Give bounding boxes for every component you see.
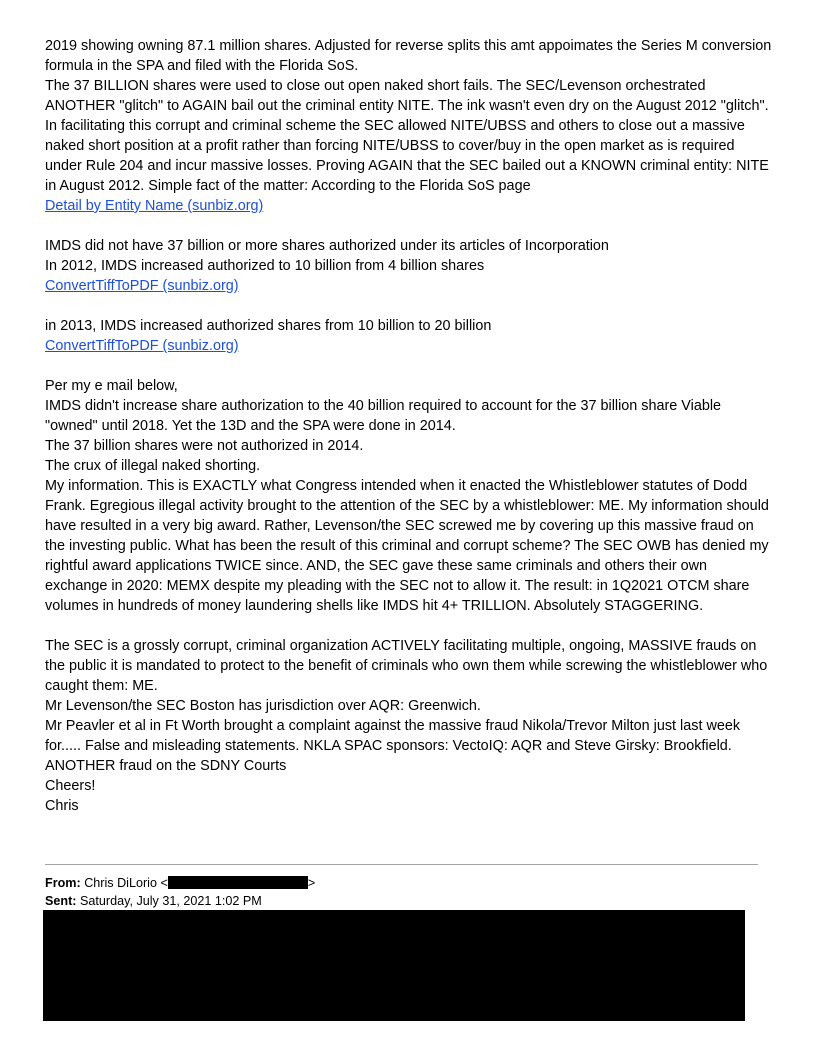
from-label: From: (45, 876, 81, 890)
paragraph-not-authorized-2014: The 37 billion shares were not authorized in 2014. (45, 438, 364, 454)
redacted-block (43, 910, 745, 1021)
signature-name: Chris (45, 798, 79, 814)
from-close-bracket: > (307, 876, 316, 890)
paragraph-2012-increase: In 2012, IMDS increased authorized to 10 billion from 4 billion shares (45, 258, 485, 274)
paragraph-shares-2019: 2019 showing owning 87.1 million shares. Adjusted for reverse splits this amt appoimates the Series M conversion formula in the SPA and filed with the Florida SoS. (45, 38, 772, 74)
paragraph-boston-jurisdiction: Mr Levenson/the SEC Boston has jurisdiction over AQR: Greenwich. (45, 698, 481, 714)
paragraph-per-email: Per my e mail below, (45, 378, 178, 394)
link-convert-tiff-2[interactable]: ConvertTiffToPDF (sunbiz.org) (45, 338, 239, 354)
paragraph-peavler: Mr Peavler et al in Ft Worth brought a complaint against the massive fraud Nikola/Trevor Milton just last week for..... False and misleading statements. NKLA SPAC sponsors: VectoIQ: AQR and Steve Girsky: Brookfield. (45, 718, 741, 754)
sent-line (45, 893, 262, 909)
redacted-email-address (168, 876, 308, 889)
paragraph-sdny: ANOTHER fraud on the SDNY Courts (45, 758, 287, 774)
sent-value: Saturday, July 31, 2021 1:02 PM (79, 894, 262, 908)
paragraph-crux: The crux of illegal naked shorting. (45, 458, 261, 474)
email-body (45, 36, 773, 816)
sign-off-cheers: Cheers! (45, 778, 96, 794)
paragraph-37-billion: The 37 BILLION shares were used to close out open naked short fails. The SEC/Levenson orchestrated ANOTHER "glitch" to AGAIN bail out the criminal entity NITE. The ink wasn't even dry on the August 2012 "glitch". In facilitating this corrupt and criminal scheme the SEC allowed NITE/UBSS and others to close out a massive naked short position at a profit rather than forcing NITE/UBSS to cover/buy in the open market as is required under Rule 204 and incur massive losses. Proving AGAIN that the SEC bailed out a KNOWN criminal entity: NITE in August 2012. Simple fact of the matter: According to the Florida SoS page (45, 78, 769, 194)
message-divider (45, 864, 758, 865)
paragraph-2013-increase: in 2013, IMDS increased authorized shares from 10 billion to 20 billion (45, 318, 492, 334)
paragraph-not-authorized: IMDS did not have 37 billion or more shares authorized under its articles of Incorporation (45, 238, 609, 254)
sent-label: Sent: (45, 894, 77, 908)
from-name: Chris DiLorio < (84, 876, 168, 890)
paragraph-authorization-2018: IMDS didn't increase share authorization to the 40 billion required to account for the 37 billion share Viable "owned" until 2018. Yet the 13D and the SPA were done in 2014. (45, 398, 722, 434)
from-line (45, 875, 315, 891)
link-detail-by-entity[interactable]: Detail by Entity Name (sunbiz.org) (45, 198, 264, 214)
paragraph-my-information: My information. This is EXACTLY what Congress intended when it enacted the Whistleblower statutes of Dodd Frank. Egregious illegal activity brought to the attention of the SEC by a whistleblower: ME. My information should have resulted in a very big award. Rather, Levenson/the SEC screwed me by covering up this massive fraud on the investing public. What has been the result of this criminal and corrupt scheme? The SEC OWB has denied my rightful award applications TWICE since. AND, the SEC gave these same criminals and others their own exchange in 2020: MEMX despite my pleading with the SEC not to allow it. The result: in 1Q2021 OTCM share volumes in hundreds of money laundering shells like IMDS hit 4+ TRILLION. Absolutely STAGGERING. (45, 478, 769, 614)
link-convert-tiff-1[interactable]: ConvertTiffToPDF (sunbiz.org) (45, 278, 239, 294)
paragraph-sec-corrupt: The SEC is a grossly corrupt, criminal organization ACTIVELY facilitating multiple, ongoing, MASSIVE frauds on the public it is mandated to protect to the benefit of criminals who own them while screwing the whistleblower who caught them: ME. (45, 638, 768, 694)
